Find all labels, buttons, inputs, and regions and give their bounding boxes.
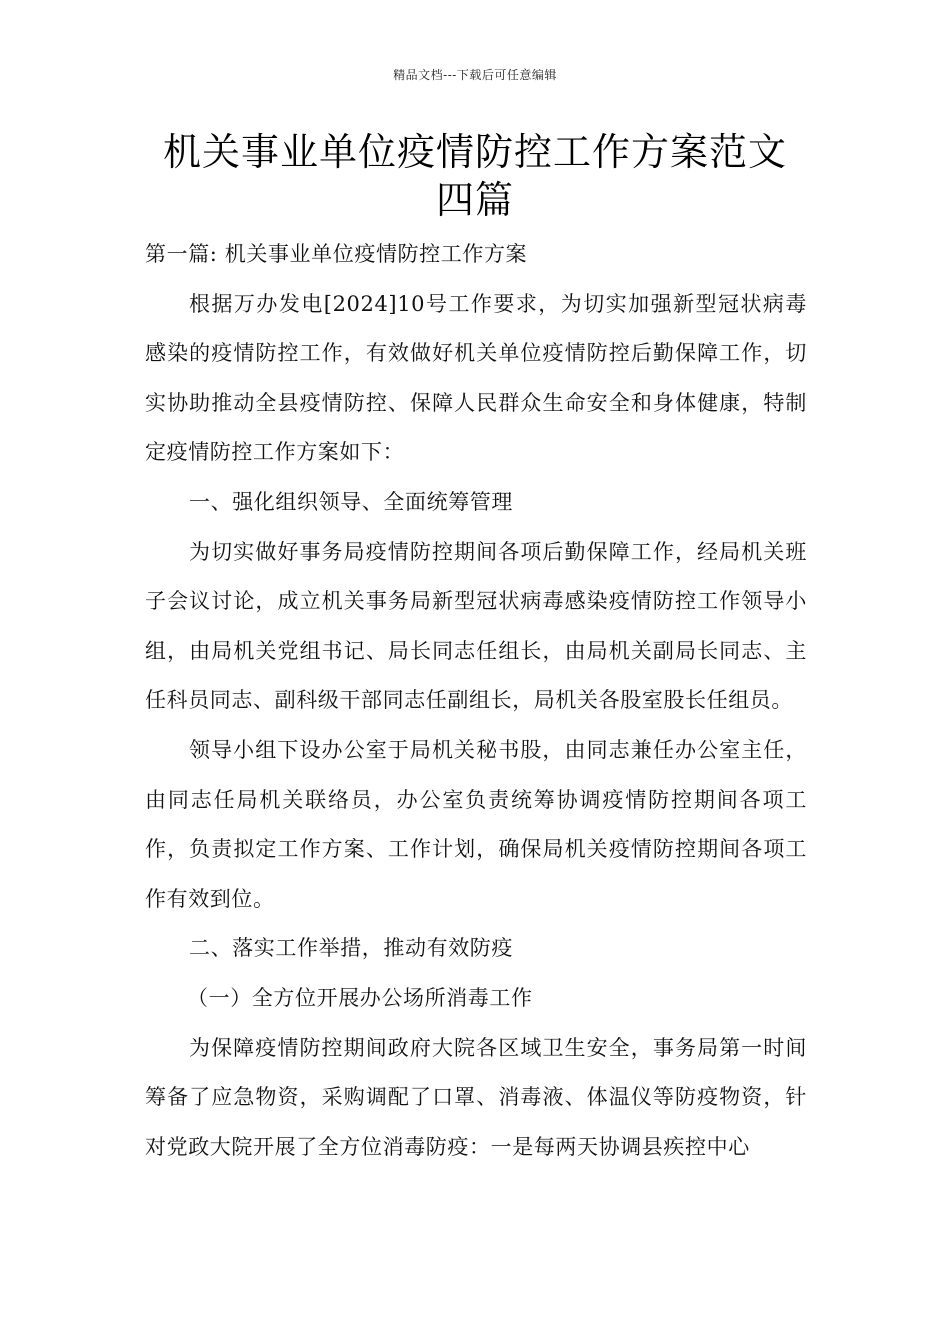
document-body: [145, 230, 807, 1172]
heading-disinfection: （一）全方位开展办公场所消毒工作: [187, 985, 533, 1010]
header-note: 精品文档---下载后可任意编辑: [393, 68, 557, 82]
document-title: 机关事业单位疫情防控工作方案范文四篇: [162, 130, 787, 222]
heading-measures: 二、落实工作举措，推动有效防疫: [189, 936, 513, 961]
paragraph-leadership-group: 为切实做好事务局疫情防控期间各项后勤保障工作，经局机关班子会议讨论，成立机关事务局新型冠状病毒感染疫情防控工作领导小组，由局机关党组书记、局长同志任组长，由局机关副局长同志、主任科员同志、副科级干部同志任副组长，局机关各股室股长任组员。: [145, 539, 807, 713]
paragraph-disinfection: 为保障疫情防控期间政府大院各区域卫生安全，事务局第一时间筹备了应急物资，采购调配了口罩、消毒液、体温仪等防疫物资，针对党政大院开展了全方位消毒防疫：一是每两天协调县疾控中心: [145, 1035, 807, 1159]
paragraph-office: 领导小组下设办公室于局机关秘书股，由同志兼任办公室主任，由同志任局机关联络员，办公室负责统筹协调疫情防控期间各项工作，负责拟定工作方案、工作计划，确保局机关疫情防控期间各项工作有效到位。: [145, 737, 807, 911]
heading-organization: 一、强化组织领导、全面统筹管理: [189, 489, 513, 514]
paragraph-intro: 根据万办发电[2024]10号工作要求，为切实加强新型冠状病毒感染的疫情防控工作，有效做好机关单位疫情防控后勤保障工作，切实协助推动全县疫情防控、保障人民群众生命安全和身体健康，特制定疫情防控工作方案如下：: [145, 291, 807, 465]
section-title: 第一篇: 机关事业单位疫情防控工作方案: [145, 242, 528, 266]
